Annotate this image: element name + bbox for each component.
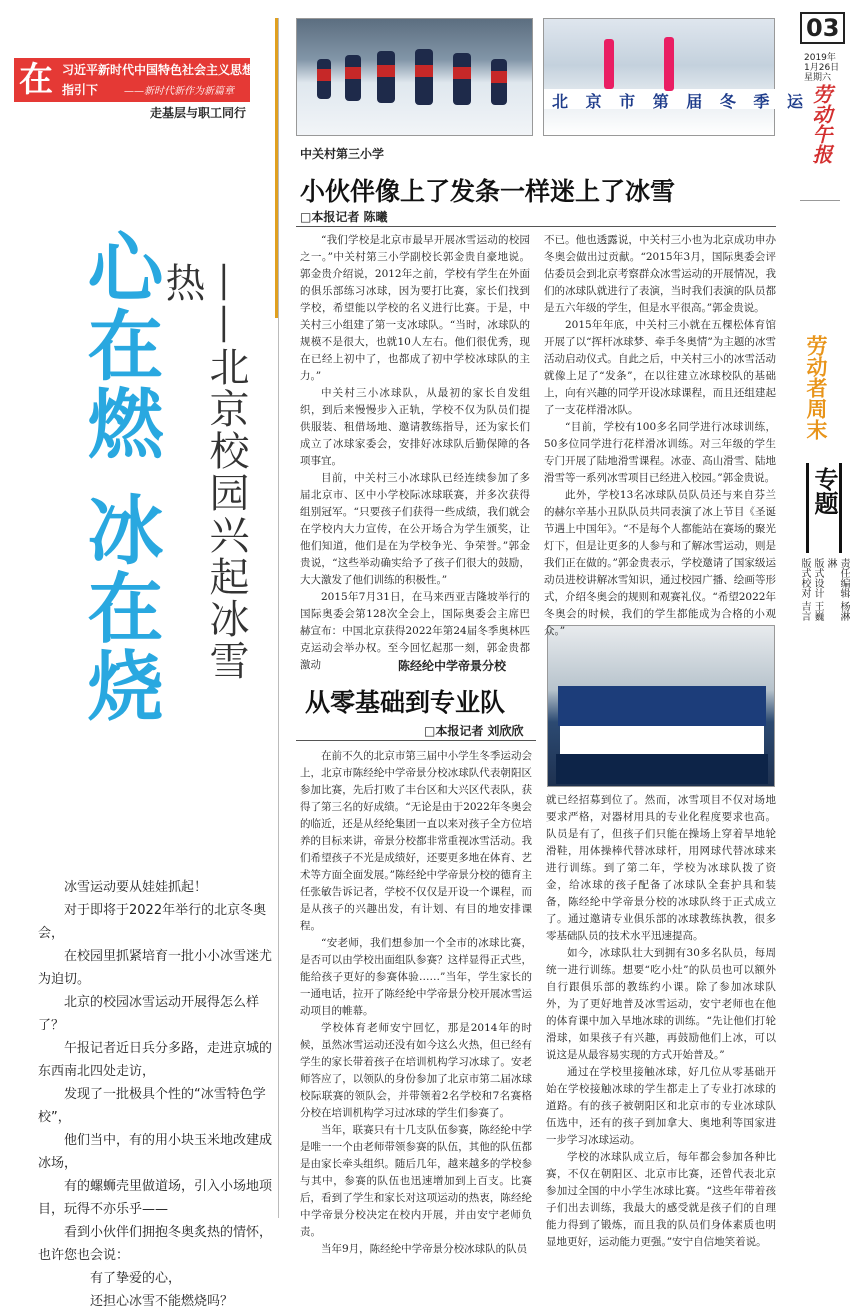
paragraph: 目前，中关村三小冰球队已经连续参加了多届北京市、区中小学校际冰球联赛，并多次获得组别冠军。“只要孩子们获得一些成绩，我们就会在学校内大力宣传，在公开场合为学生颁奖，让他们知道，他们是在为学校争光、争荣誉。”郭金贵说，“这些举动确实给予了孩子们很大的鼓励，大大激发了他们训练的积极性。” (300, 472, 530, 586)
poem-line: 对于即将于2022年举行的北京冬奥会， (38, 903, 267, 941)
article1-rule (296, 226, 776, 227)
intro-poem (38, 876, 280, 1313)
credits (798, 558, 850, 628)
paragraph: 学校体育老师安宁回忆，那是2014年的时候，虽然冰雪运动还没有如今这么火热，但已经有学生的家长带着孩子在培训机构学习冰球了。安老师答应了，以领队的身份参加了北京市第二届冰球校际联赛的领队会，并带领着2名学校和7名赛格分校在培训机构学习过冰球的学生们参赛了。 (300, 1022, 532, 1119)
ice-hockey-kids-photo (296, 18, 533, 136)
main-title: 心在燃 冰在烧 (75, 228, 164, 725)
hockey-team-photo (547, 625, 775, 787)
article1-headline: 小伙伴像上了发条一样迷上了冰雪 (300, 177, 676, 206)
poem-line: 看到小伙伴们拥抱冬奥炙热的情怀，也许您也会说： (38, 1225, 273, 1263)
article2-headline: 从零基础到专业队 (305, 688, 506, 717)
poem-line: 午报记者近日兵分多路，走进京城的东西南北四处走访， (38, 1041, 273, 1079)
column-banner (14, 58, 255, 102)
paragraph: 在前不久的北京市第三届中小学生冬季运动会上，北京市陈经纶中学帝景分校冰球队代表朝阳区参加比赛，先后打败了丰台区和大兴区代表队，获得了第三名的好成绩。“无论是由于2022年冬奥会的临近，还是从经纶集团一直以来对孩子全方位培养的目标来讲，帝景分校都非常重视冰雪活动。我们希望孩子不光是成绩好，还要更多地在体育、艺术等方面全面发展。”陈经纶中学帝景分校的德育主任张敏告诉记者，学校不仅仅是开设一个课程，而是从孩子的兴趣出发，有计划、有目的地安排课程。 (300, 750, 532, 932)
banner-line3: ——新时代新作为新篇章 (124, 86, 234, 97)
banner-big-char: 在 (19, 60, 53, 100)
credit-editor: 责任编辑 杨淋淋 (825, 558, 849, 622)
column-label: 走基层与职工同行 (150, 106, 247, 120)
date-day: 1月26日 (804, 63, 840, 73)
article1-kicker: 中关村第三小学 (300, 147, 385, 161)
paragraph: “目前，学校有100多名同学进行冰球训练，50多位同学进行花样滑冰训练。对三年级的学生专门开展了陆地滑雪课程。冰壶、高山滑雪、陆地滑雪等一系列冰雪项目已经进入校园。”郭金贵说。 (544, 421, 776, 484)
paragraph: “安老师，我们想参加一个全市的冰球比赛，是否可以由学校出面组队参赛？这样显得正式些，能给孩子更好的参赛体验……”当年，学生家长的一通电话，拉开了陈经纶中学帝景分校开展冰雪运动项目的帷幕。 (300, 937, 532, 1017)
weekday: 星期六 (804, 73, 832, 83)
poem-line: 有的螺蛳壳里做道场，引入小场地项目，玩得不亦乐乎—— (38, 1179, 273, 1217)
credit-design: 版式设计 王巍 (812, 558, 823, 622)
section-name: 劳动者周末 (804, 335, 828, 440)
paragraph: 就已经招募到位了。然而，冰雪项目不仅对场地要求严格，对器材用具的专业化程度要求也高。队员是有了，但孩子们只能在操场上穿着旱地轮滑鞋，用体操棒代替冰球杆，用网球代替冰球来进行训练。到了第二年，学校为冰球队拨了资金，给冰球的孩子配备了冰球队全套护具和装备，陈经纶中学帝景分校的冰球队终于正式成立了。通过邀请专业俱乐部的冰球教练执教，很多零基础队员的技术水平迅速提高。 (546, 794, 776, 942)
team-illustration (548, 626, 776, 788)
hockey-players-illustration (297, 19, 534, 137)
article1-byline: □本报记者 陈曦 (300, 210, 388, 224)
paragraph: 当年9月，陈经纶中学帝景分校冰球队的队员 (321, 1243, 528, 1255)
poem-line: 有了挚爱的心， (90, 1271, 182, 1286)
poem-line: 还担心冰雪不能燃烧吗？ (90, 1294, 234, 1309)
poem-line: 北京的校园冰雪运动开展得怎么样了？ (38, 995, 260, 1033)
paragraph: 2015年7月31日，在马来西亚吉隆坡举行的国际奥委会第128次全会上，国际奥委会主席巴赫宣布：中国北京获得2022年第24届冬季奥林匹克运动会举办权。至今回忆起那一刻，郭金贵都激动 (300, 591, 530, 671)
skaters-illustration (544, 19, 776, 137)
column-divider (278, 18, 279, 1218)
topic-label: 专题 (806, 463, 842, 553)
credit-proof: 版式校对 吉言 (799, 558, 810, 622)
banner-line1: 习近平新时代中国特色社会主义思想 (62, 63, 255, 77)
banner-line2: 指引下 (62, 83, 99, 97)
poem-line: 他们当中，有的用小块玉米地改建成冰场， (38, 1133, 273, 1171)
newspaper-logo: 劳动午报 (809, 84, 833, 164)
paragraph: 不已。他也透露说，中关村三小也为北京成功申办冬奥会做出过贡献。“2015年3月，国际奥委会评估委员会到北京考察群众冰雪运动的开展情况，我们的冰球队就进行了表演，当时我们表演的队员都是五六年级的学生，但是水平很高。”郭金贵说。 (544, 234, 776, 314)
article2-col1 (300, 748, 532, 1255)
accent-divider (275, 18, 278, 318)
poem-line: 发现了一批极具个性的“冰雪特色学校”， (38, 1087, 266, 1125)
sub-title: ——北京校园兴起冰雪热 (159, 262, 249, 682)
article2-rule (296, 740, 536, 741)
paragraph: 2015年年底，中关村三小就在五棵松体育馆开展了以“挥杆冰球梦、牵手冬奥情”为主题的冰雪活动启动仪式。自此之后，中关村三小的冰雪活动就像上足了“发条”，在以往建立冰球校队的基础上，向有兴趣的同学开设冰球课程，而且还组建起了一支花样滑冰队。 (544, 319, 776, 416)
sidebar-divider (800, 200, 840, 201)
article2-col2 (546, 792, 776, 1248)
paragraph: 学校的冰球队成立后，每年都会参加各种比赛，不仅在朝阳区、北京市比赛，还曾代表北京参加过全国的中小学生冰球比赛。“这些年带着孩子们出去训练，我最大的感受就是孩子们的自理能力得到了锻炼，而且我的队员们身体素质也明显地更好，运动能力更强。”安宁自信地笑着说。 (546, 1151, 776, 1248)
paragraph: “我们学校是北京市最早开展冰雪运动的校园之一。”中关村第三小学副校长郭金贵自豪地说。郭金贵介绍说，2012年之前，学校有学生在外面的俱乐部练习冰球，因为要打比赛，家长们找到学校，希望能以学校的名义进行比赛。于是，中关村三小组建了第一支冰球队。“当时，冰球队的规模不是很大，也就10人左右。他们很优秀，现在已经上初中了，也都成了初中学校冰球队的主力。” (300, 234, 530, 382)
poem-line: 在校园里抓紧培育一批小小冰雪迷尤为迫切。 (38, 949, 273, 987)
paragraph: 此外，学校13名冰球队员队员还与来自芬兰的赫尔辛基小丑队队员共同表演了冰上节目《圣诞节遇上中国年》。“不是每个人都能站在赛场的聚光灯下，但是让更多的人参与和了解冰雪运动，则是我们正在做的。”郭金贵表示，学校邀请了国家级运动员进校讲解冰雪知识，通过校园广播、绘画等形式，介绍冬奥会的规则和观赛礼仪。“希望2022年冬奥会的时候，我们的学生都能成为合格的小观众。” (544, 489, 776, 637)
page-number: 03 (800, 12, 845, 44)
paragraph: 通过在学校里接触冰球，好几位从零基础开始在学校接触冰球的学生都走上了专业打冰球的道路。有的孩子被朝阳区和北京市的专业冰球队伍选中，还有的孩子到加拿大、奥地利等国家进一步学习冰球运动。 (546, 1066, 776, 1146)
paragraph: 中关村三小冰球队，从最初的家长自发组织，到后来慢慢步入正轨，学校不仅为队员们提供服装、租借场地、邀请教练指导，还为家长们成立了冰球家委会，安排好冰球队后勤保障的各项事宜。 (300, 387, 530, 467)
figure-skating-photo (543, 18, 809, 136)
article2-byline: □本报记者 刘欣欣 (424, 724, 524, 738)
poem-line: 冰雪运动要从娃娃抓起！ (64, 880, 208, 895)
paragraph: 如今，冰球队壮大到拥有30多名队员，每周统一进行训练。想要“吃小灶”的队员也可以额外自行跟俱乐部的教练约小课。除了参加冰球队外，为了更好地普及冰雪运动，安宁老师也在他的体育课中加入旱地冰球的训练。“先让他们打轮滑球，如果孩子有兴趣，再鼓励他们上冰，可以说这是从最容易实现的方式开始普及。” (546, 947, 776, 1061)
date-year: 2019年 (804, 53, 836, 63)
article1-col2 (544, 232, 776, 637)
photo-banner-text: 北 京 市 第 届 冬 季 运 (552, 92, 809, 111)
paragraph: 当年，联赛只有十几支队伍参赛，陈经纶中学是唯一一个由老师带领参赛的队伍，其他的队伍都是由家长牵头组织。随后几年，越来越多的学校参与其中，参赛的队伍也迅速增加到上百支。比赛后，看到了学生和家长对这项运动的热衷，陈经纶中学帝景分校决定在校内开展，并由安宁老师负责。 (300, 1124, 532, 1238)
article2-kicker: 陈经纶中学帝景分校 (398, 659, 507, 673)
